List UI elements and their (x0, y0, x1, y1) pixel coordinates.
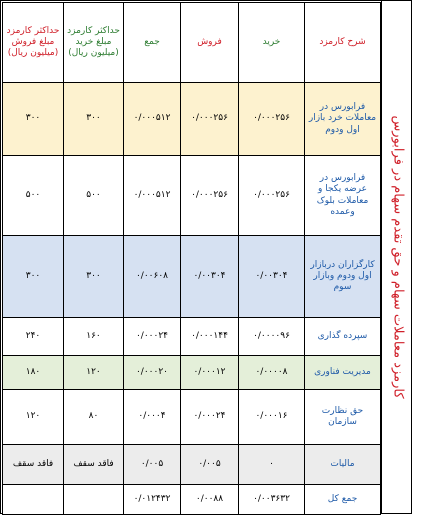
row-max-buy: ۳۰۰ (64, 83, 124, 156)
row-buy: ۰ (239, 445, 305, 485)
table-row (3, 356, 381, 390)
row-max-sell (3, 485, 64, 515)
table-row (3, 390, 381, 445)
row-total: ۰/۰۰۰۲۴ (124, 318, 181, 356)
row-buy: ۰/۰۰۰۲۵۶ (239, 156, 305, 236)
row-sell: ۰/۰۰۸۸ (181, 485, 239, 515)
header-max-buy: حداکثر کارمزد مبلغ خرید (میلیون ریال) (64, 3, 124, 83)
row-total: ۰/۰۰۶۰۸ (124, 236, 181, 318)
header-buy: خرید (239, 3, 305, 83)
row-max-sell: ۱۲۰ (3, 390, 64, 445)
row-description: فرابورس در معاملات خرد بازار اول ودوم (305, 83, 381, 156)
row-total: ۰/۰۰۰۵۱۲ (124, 83, 181, 156)
header-sell: فروش (181, 3, 239, 83)
table-row (3, 156, 381, 236)
table-row (3, 445, 381, 485)
row-description: مدیریت فناوری (305, 356, 381, 390)
row-max-sell: ۳۰۰ (3, 83, 64, 156)
row-max-buy: ۵۰۰ (64, 156, 124, 236)
row-buy: ۰/۰۰۳۶۳۲ (239, 485, 305, 515)
side-title: کارمزد معاملات سهام و حق تقدم سهام در فرابورس (390, 115, 405, 399)
row-description: فرابورس در عرضه یکجا و معاملات بلوک وعمده (305, 156, 381, 236)
row-sell: ۰/۰۰۰۲۴ (181, 390, 239, 445)
row-description: جمع کل (305, 485, 381, 515)
table-row (3, 485, 381, 515)
row-total: ۰/۰۰۵ (124, 445, 181, 485)
row-buy: ۰/۰۰۳۰۴ (239, 236, 305, 318)
table-row (3, 83, 381, 156)
row-description: کارگزاران دربازار اول ودوم وبازار سوم (305, 236, 381, 318)
row-total: ۰/۰۰۰۴ (124, 390, 181, 445)
row-buy: ۰/۰۰۰۰۸ (239, 356, 305, 390)
row-description: مالیات (305, 445, 381, 485)
row-sell: ۰/۰۰۵ (181, 445, 239, 485)
row-max-buy: فاقد سقف (64, 445, 124, 485)
row-max-buy: ۳۰۰ (64, 236, 124, 318)
row-sell: ۰/۰۰۰۱۲ (181, 356, 239, 390)
row-max-sell: ۱۸۰ (3, 356, 64, 390)
row-max-buy (64, 485, 124, 515)
row-buy: ۰/۰۰۰۰۹۶ (239, 318, 305, 356)
table-row (3, 318, 381, 356)
header-row (3, 3, 381, 83)
row-buy: ۰/۰۰۰۱۶ (239, 390, 305, 445)
table-row (3, 236, 381, 318)
row-max-sell: ۲۴۰ (3, 318, 64, 356)
row-max-sell: فاقد سقف (3, 445, 64, 485)
row-description: حق نظارت سازمان (305, 390, 381, 445)
row-max-sell: ۳۰۰ (3, 236, 64, 318)
fee-table (2, 2, 381, 515)
row-total: ۰/۰۱۲۴۳۲ (124, 485, 181, 515)
row-sell: ۰/۰۰۰۲۵۶ (181, 83, 239, 156)
row-sell: ۰/۰۰۰۲۵۶ (181, 156, 239, 236)
header-description: شرح کارمزد (305, 3, 381, 83)
header-max-sell: حداکثر کارمزد مبلغ فروش (میلیون ریال) (3, 3, 64, 83)
row-buy: ۰/۰۰۰۲۵۶ (239, 83, 305, 156)
row-max-sell: ۵۰۰ (3, 156, 64, 236)
side-title-panel (381, 0, 413, 514)
row-sell: ۰/۰۰۳۰۴ (181, 236, 239, 318)
row-total: ۰/۰۰۰۵۱۲ (124, 156, 181, 236)
row-sell: ۰/۰۰۰۱۴۴ (181, 318, 239, 356)
row-max-buy: ۱۶۰ (64, 318, 124, 356)
row-total: ۰/۰۰۰۲۰ (124, 356, 181, 390)
row-max-buy: ۱۲۰ (64, 356, 124, 390)
row-max-buy: ۸۰ (64, 390, 124, 445)
row-description: سپرده گذاری (305, 318, 381, 356)
header-total: جمع (124, 3, 181, 83)
